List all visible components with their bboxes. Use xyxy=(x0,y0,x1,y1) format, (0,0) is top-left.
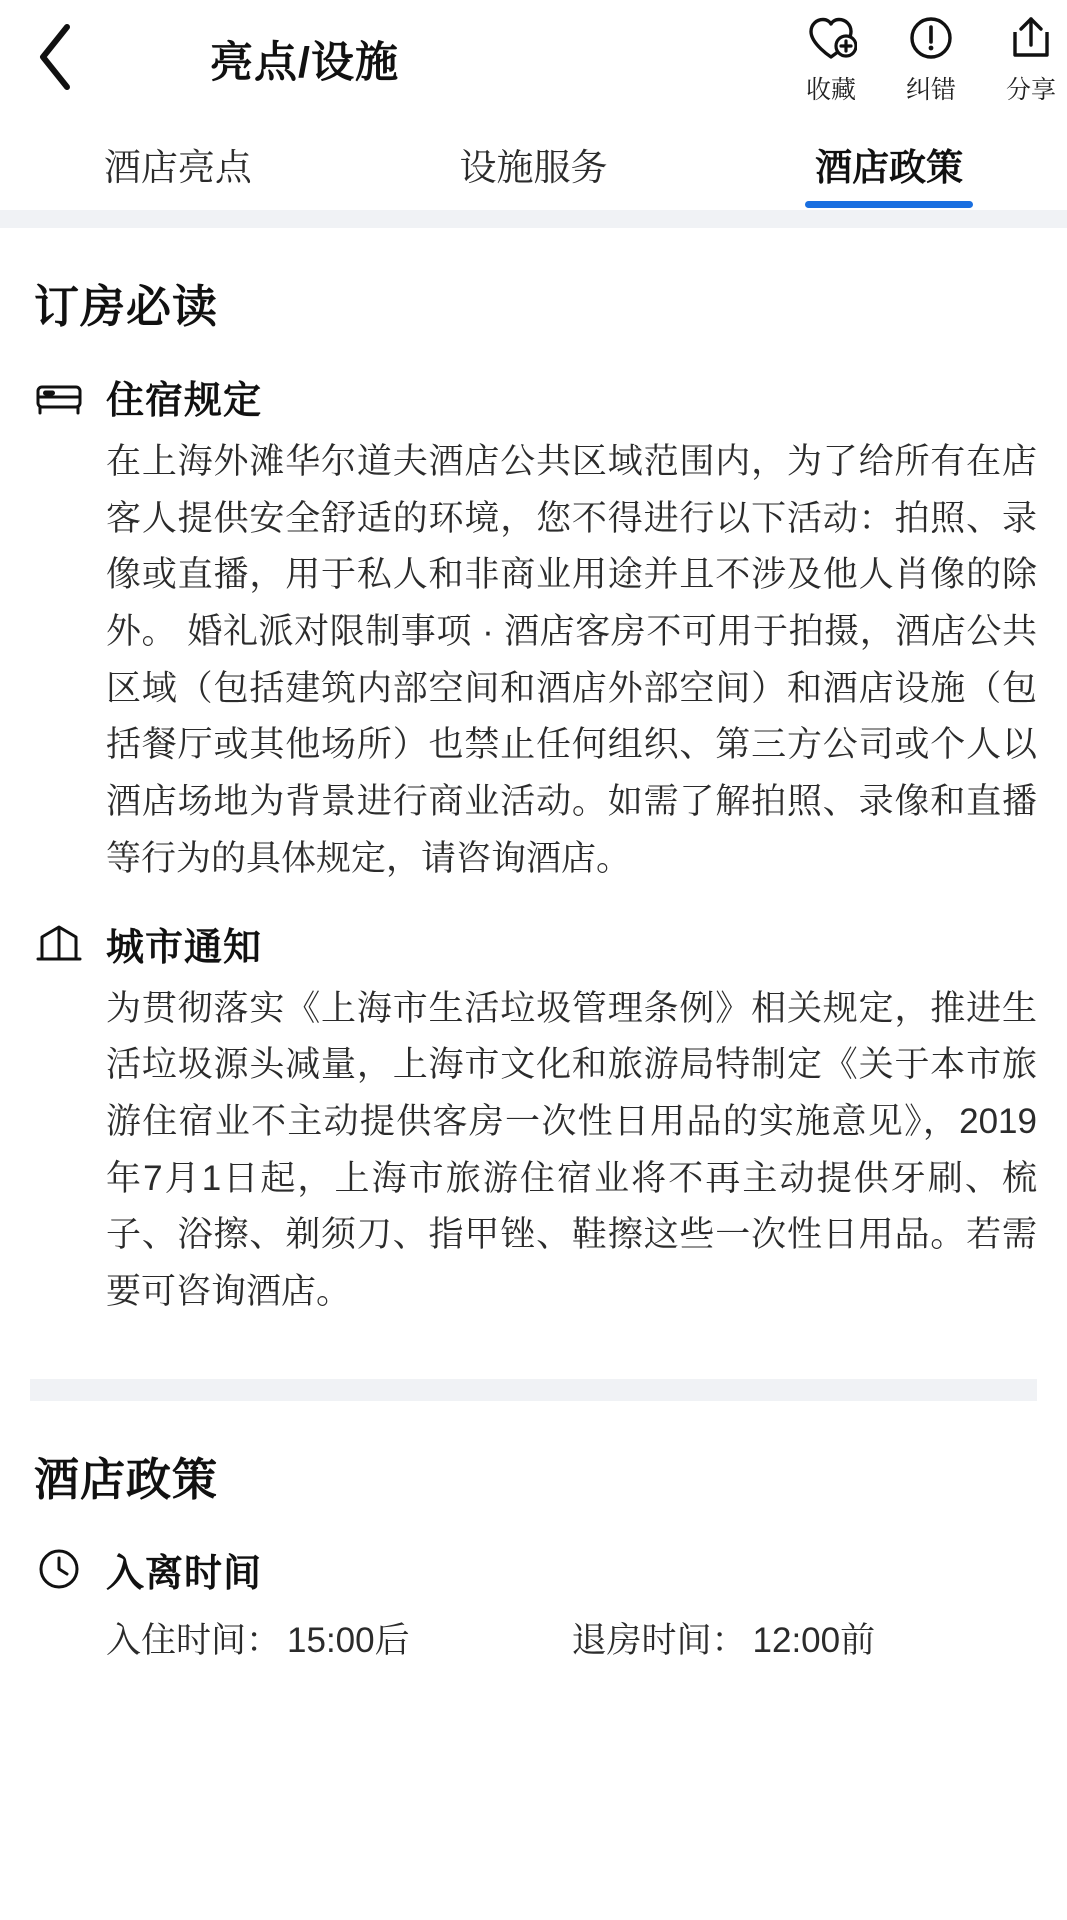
top-bar xyxy=(0,0,1067,118)
block-city-notice xyxy=(30,898,1037,1339)
report-error-button[interactable] xyxy=(881,12,981,106)
favorite-label: 收藏 xyxy=(805,76,856,104)
block-title: 入离时间 xyxy=(106,1552,263,1595)
favorite-button[interactable] xyxy=(781,12,881,106)
back-button[interactable] xyxy=(0,0,110,118)
bed-icon xyxy=(34,372,84,422)
city-building-icon xyxy=(34,918,84,968)
block-body-city-notice: 为贯彻落实《上海市生活垃圾管理条例》相关规定，推进生活垃圾源头减量，上海市文化和旅游局特制定《关于本市旅游住宿业不主动提供客房一次性日用品的实施意见》，2019年7月1日起，上海市旅游住宿业将不再主动提供牙刷、梳子、浴擦、剃须刀、指甲锉、鞋擦这些一次性日用品。若需要可咨询酒店。 xyxy=(106,988,1037,1311)
tab-bar xyxy=(0,118,1067,210)
checkin-checkout-row xyxy=(30,1607,1037,1663)
block-title: 住宿规定 xyxy=(106,380,263,422)
report-error-label: 纠错 xyxy=(905,76,956,104)
block-header xyxy=(30,351,1037,434)
checkin-cell xyxy=(106,1613,572,1663)
favorite-heart-plus-icon xyxy=(805,12,857,64)
tab-facilities-services[interactable]: 设施服务 xyxy=(459,147,608,188)
checkin-value: 15:00后 xyxy=(287,1620,410,1660)
block-header xyxy=(30,1524,1037,1607)
error-report-exclamation-icon xyxy=(905,12,957,64)
checkin-label: 入住时间： xyxy=(106,1620,282,1660)
tab-hotel-highlights[interactable]: 酒店亮点 xyxy=(103,147,252,188)
page-title: 亮点/设施 xyxy=(210,38,399,87)
checkout-value: 12:00前 xyxy=(752,1620,876,1660)
section-title-booking-notice: 订房必读 xyxy=(34,281,219,332)
clock-icon xyxy=(34,1544,84,1594)
block-title: 城市通知 xyxy=(106,926,263,969)
checkout-cell xyxy=(572,1613,1038,1663)
policy-content xyxy=(0,228,1067,1673)
share-icon xyxy=(1005,12,1057,64)
block-header xyxy=(30,898,1037,981)
section-title-hotel-policy: 酒店政策 xyxy=(34,1453,219,1505)
share-label: 分享 xyxy=(1005,76,1056,104)
chevron-left-icon xyxy=(33,21,77,98)
checkout-label: 退房时间： xyxy=(571,1620,747,1660)
section-divider-band xyxy=(30,1379,1037,1401)
top-action-group xyxy=(781,0,1067,118)
tab-hotel-policy[interactable]: 酒店政策 xyxy=(711,118,1067,210)
section-separator-band xyxy=(0,210,1067,228)
block-checkin-checkout xyxy=(30,1524,1037,1673)
share-button[interactable] xyxy=(981,12,1067,106)
block-accommodation-rules xyxy=(30,351,1037,898)
block-body-accommodation-rules: 在上海外滩华尔道夫酒店公共区域范围内，为了给所有在店客人提供安全舒适的环境，您不得进行以下活动：拍照、录像或直播，用于私人和非商业用途并且不涉及他人肖像的除外。 婚礼派对限制事项 · 酒店客房不可用于拍摄，酒店公共区域（包括建筑内部空间和酒店外部空间）和酒店设施（包括餐厅或其他场所）也禁止任何组织、第三方公司或个人以酒店场地为背景进行商业活动。如需了解拍照、录像和直播等行为的具体规定，请咨询酒店。 xyxy=(106,442,1037,878)
